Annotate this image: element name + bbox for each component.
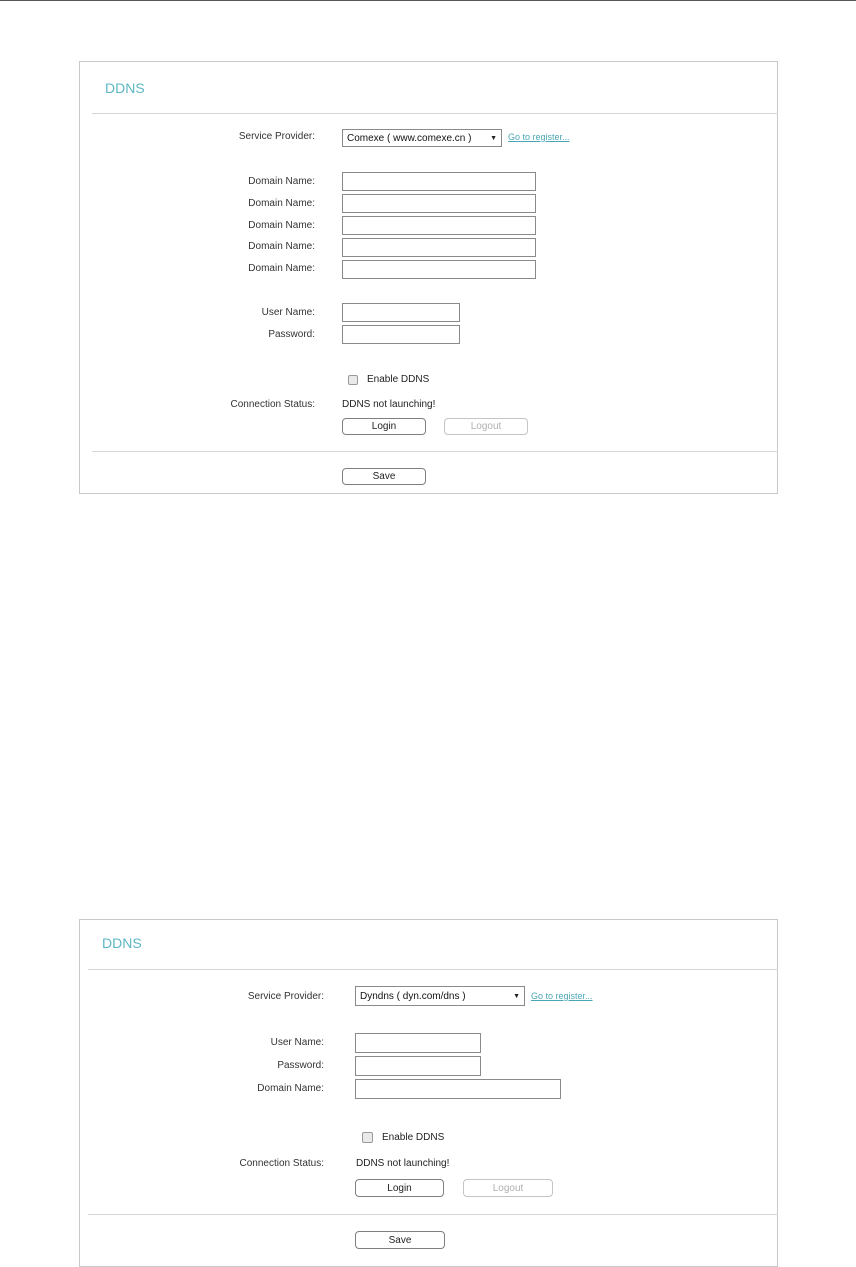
- domain-name-label-3: Domain Name:: [248, 220, 315, 231]
- service-provider-select[interactable]: [342, 129, 502, 147]
- logout-button[interactable]: Logout: [463, 1179, 553, 1197]
- service-provider-label: Service Provider:: [238, 131, 315, 142]
- ddns-panel-dyndns: [79, 919, 778, 1267]
- domain-name-field[interactable]: [355, 1079, 561, 1099]
- service-provider-select[interactable]: [355, 986, 525, 1006]
- domain-name-label-2: Domain Name:: [248, 198, 315, 209]
- user-name-label: User Name:: [270, 1037, 324, 1048]
- service-provider-label: Service Provider:: [247, 991, 324, 1002]
- password-field[interactable]: [355, 1056, 481, 1076]
- connection-status-label: Connection Status:: [239, 1158, 324, 1169]
- connection-status-value: DDNS not launching!: [342, 399, 436, 410]
- service-provider-value: Dyndns ( dyn.com/dns ): [360, 990, 466, 1002]
- domain-name-field-4[interactable]: [342, 238, 536, 257]
- service-provider-value: Comexe ( www.comexe.cn ): [347, 132, 472, 144]
- user-name-field[interactable]: [342, 303, 460, 322]
- page-top-rule: [0, 0, 856, 1]
- go-to-register-link[interactable]: Go to register...: [531, 991, 593, 1001]
- password-field[interactable]: [342, 325, 460, 344]
- domain-name-label: Domain Name:: [257, 1083, 324, 1094]
- enable-ddns-checkbox[interactable]: [348, 375, 358, 385]
- connection-status-value: DDNS not launching!: [356, 1158, 450, 1169]
- footer-divider: [88, 1214, 778, 1215]
- domain-name-label-1: Domain Name:: [248, 176, 315, 187]
- domain-name-field-5[interactable]: [342, 260, 536, 279]
- enable-ddns-label: Enable DDNS: [382, 1132, 445, 1143]
- go-to-register-link[interactable]: Go to register...: [508, 132, 570, 142]
- connection-status-label: Connection Status:: [230, 399, 315, 410]
- enable-ddns-label: Enable DDNS: [367, 374, 430, 385]
- ddns-panel-comexe: [79, 61, 778, 494]
- user-name-label: User Name:: [261, 307, 315, 318]
- save-button[interactable]: Save: [342, 468, 426, 485]
- password-label: Password:: [268, 329, 315, 340]
- panel-title: DDNS: [105, 80, 145, 96]
- password-label: Password:: [277, 1060, 324, 1071]
- login-button[interactable]: Login: [342, 418, 426, 435]
- footer-divider: [92, 451, 778, 452]
- enable-ddns-checkbox[interactable]: [362, 1132, 373, 1143]
- user-name-field[interactable]: [355, 1033, 481, 1053]
- save-button[interactable]: Save: [355, 1231, 445, 1249]
- chevron-down-icon: ▼: [513, 992, 520, 1000]
- domain-name-field-3[interactable]: [342, 216, 536, 235]
- login-button[interactable]: Login: [355, 1179, 444, 1197]
- panel-title: DDNS: [102, 935, 142, 951]
- title-divider: [88, 969, 778, 970]
- domain-name-label-5: Domain Name:: [248, 263, 315, 274]
- logout-button[interactable]: Logout: [444, 418, 528, 435]
- chevron-down-icon: ▼: [490, 134, 497, 142]
- domain-name-field-1[interactable]: [342, 172, 536, 191]
- domain-name-label-4: Domain Name:: [248, 241, 315, 252]
- domain-name-field-2[interactable]: [342, 194, 536, 213]
- title-divider: [92, 113, 778, 114]
